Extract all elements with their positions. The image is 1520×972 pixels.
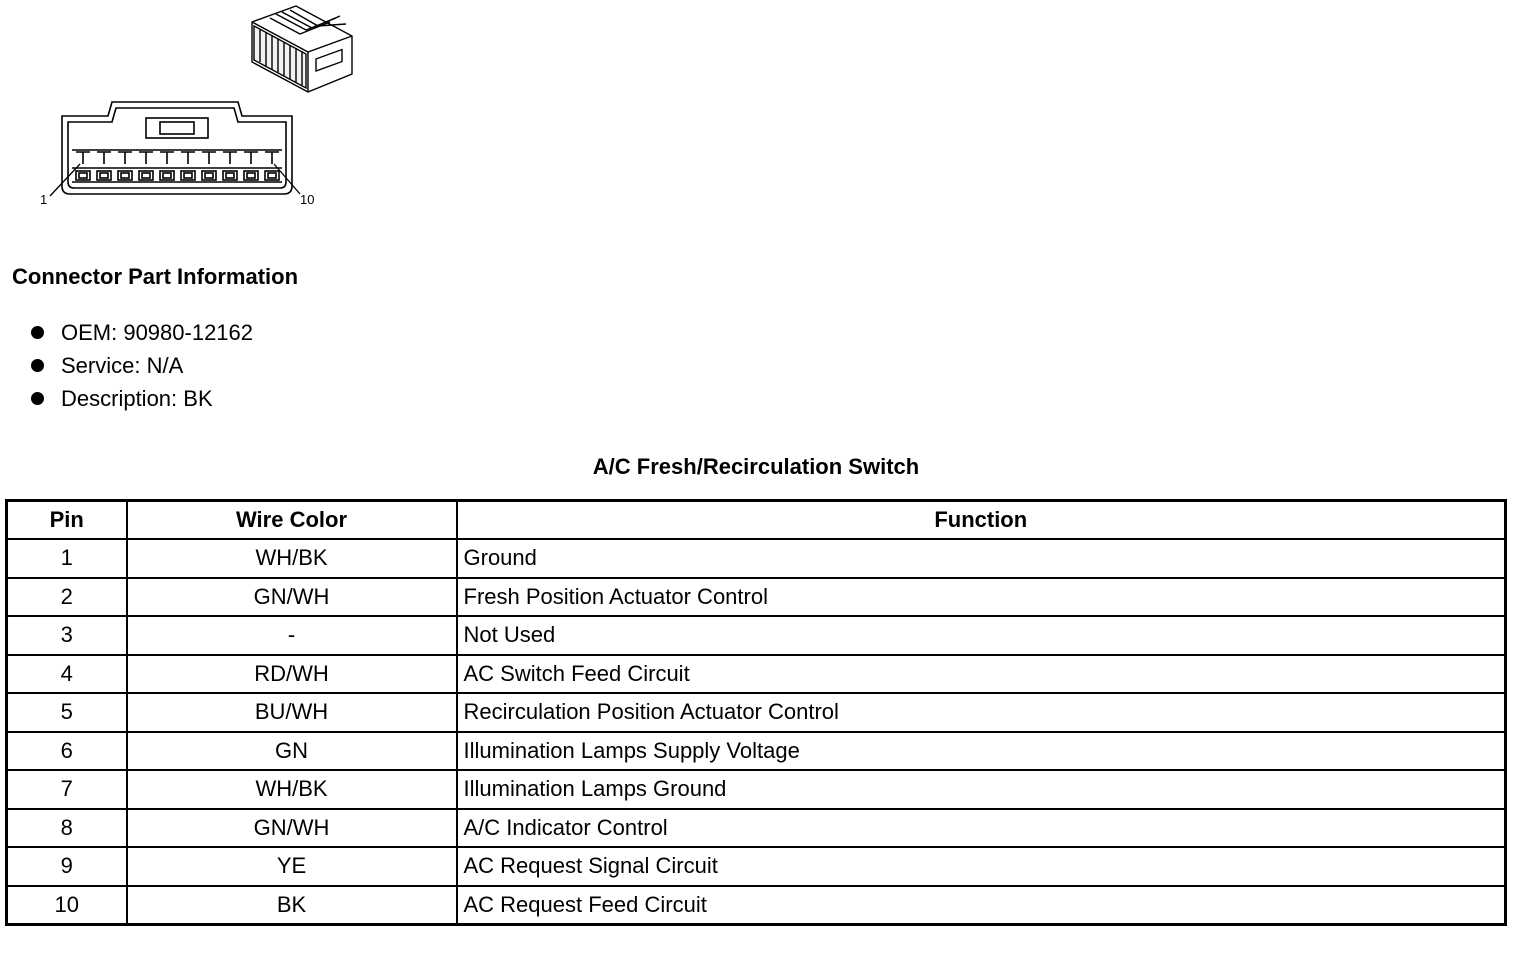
- table-header-row: [7, 501, 1506, 540]
- list-item: [24, 382, 253, 415]
- wire-color-cell: YE: [127, 847, 457, 886]
- function-cell: A/C Indicator Control: [457, 809, 1506, 848]
- header-wire-color: Wire Color: [127, 501, 457, 540]
- pin-cell: 2: [7, 578, 127, 617]
- function-cell: Ground: [457, 539, 1506, 578]
- wire-color-cell: GN/WH: [127, 578, 457, 617]
- table-row: [7, 847, 1506, 886]
- pin-cell: 9: [7, 847, 127, 886]
- table-row: [7, 886, 1506, 925]
- function-cell: Fresh Position Actuator Control: [457, 578, 1506, 617]
- function-cell: Illumination Lamps Ground: [457, 770, 1506, 809]
- function-cell: AC Switch Feed Circuit: [457, 655, 1506, 694]
- connector-face-icon: [50, 102, 300, 196]
- table-title: A/C Fresh/Recirculation Switch: [592, 454, 920, 479]
- wire-color-cell: BK: [127, 886, 457, 925]
- oem-value: OEM: 90980-12162: [61, 320, 254, 345]
- wire-color-cell: BU/WH: [127, 693, 457, 732]
- function-cell: Recirculation Position Actuator Control: [457, 693, 1506, 732]
- pin-cell: 3: [7, 616, 127, 655]
- header-function: Function: [457, 501, 1506, 540]
- service-value: Service: N/A: [61, 353, 184, 378]
- description-value: Description: BK: [61, 386, 213, 411]
- wire-color-cell: GN: [127, 732, 457, 771]
- pin-table: [5, 499, 1507, 926]
- pin-cell: 1: [7, 539, 127, 578]
- bullet-icon: [31, 359, 44, 372]
- table-row: [7, 693, 1506, 732]
- function-cell: Illumination Lamps Supply Voltage: [457, 732, 1506, 771]
- connector-3d-icon: [252, 6, 352, 92]
- wire-color-cell: RD/WH: [127, 655, 457, 694]
- function-cell: AC Request Feed Circuit: [457, 886, 1506, 925]
- pin-cell: 7: [7, 770, 127, 809]
- table-row: [7, 539, 1506, 578]
- wire-color-cell: WH/BK: [127, 770, 457, 809]
- table-row: [7, 616, 1506, 655]
- list-item: [24, 349, 253, 382]
- wire-color-cell: GN/WH: [127, 809, 457, 848]
- table-row: [7, 732, 1506, 771]
- wire-color-cell: WH/BK: [127, 539, 457, 578]
- bullet-icon: [31, 326, 44, 339]
- table-row: [7, 578, 1506, 617]
- function-cell: AC Request Signal Circuit: [457, 847, 1506, 886]
- bullet-icon: [31, 392, 44, 405]
- pin-cell: 8: [7, 809, 127, 848]
- pin-10-label: 10: [300, 192, 315, 207]
- connector-info-list: [24, 316, 253, 415]
- header-pin: Pin: [7, 501, 127, 540]
- pin-1-label: 1: [40, 192, 48, 207]
- wire-color-cell: -: [127, 616, 457, 655]
- table-row: [7, 770, 1506, 809]
- pin-cell: 6: [7, 732, 127, 771]
- pin-cell: 10: [7, 886, 127, 925]
- pin-cell: 4: [7, 655, 127, 694]
- connector-svg: [0, 0, 380, 220]
- function-cell: Not Used: [457, 616, 1506, 655]
- table-row: [7, 809, 1506, 848]
- connector-info-heading: Connector Part Information: [12, 264, 299, 289]
- table-row: [7, 655, 1506, 694]
- connector-diagram: [0, 0, 380, 220]
- pin-cell: 5: [7, 693, 127, 732]
- list-item: [24, 316, 253, 349]
